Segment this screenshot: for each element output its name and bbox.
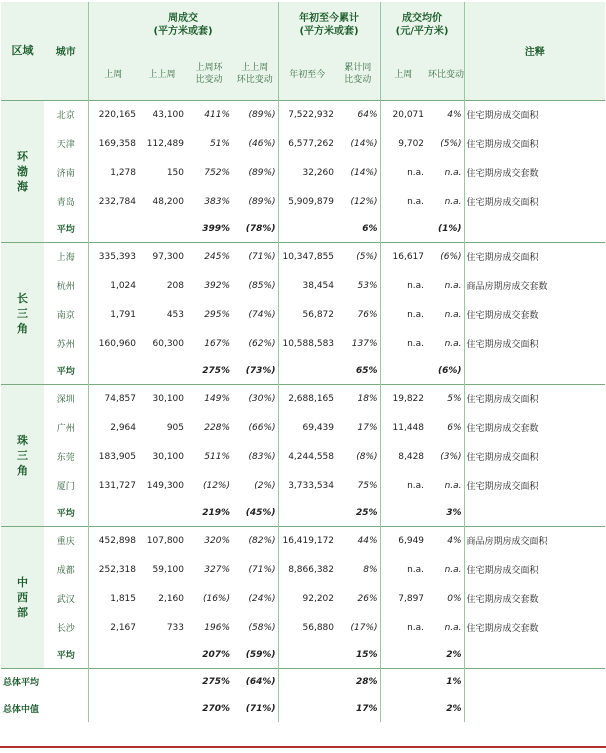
last-week-change: (16%) xyxy=(202,593,230,604)
prev-week-change: (82%) xyxy=(232,526,278,555)
header-row-main xyxy=(1,2,605,48)
avg-price: 9,702 xyxy=(380,129,426,158)
avg-last-week-change: 399% xyxy=(202,223,230,234)
empty-cell xyxy=(380,695,426,722)
row-note: 住宅期房成交套数 xyxy=(464,584,605,613)
avg-ytd-yoy-change: 25% xyxy=(355,507,378,518)
ytd-volume: 6,577,262 xyxy=(278,129,336,158)
avg-prev-week-change: (73%) xyxy=(245,365,276,376)
last-week-change: 245% xyxy=(186,242,232,271)
total-last-week-change: 275% xyxy=(186,668,232,695)
total-row xyxy=(1,668,605,695)
prev-week-change: (71%) xyxy=(248,564,276,575)
ytd-yoy-change: 75% xyxy=(357,480,378,491)
prev-week-volume: 48,200 xyxy=(152,196,184,207)
avg-price-change: 4% xyxy=(426,526,464,555)
prev-week-change: (83%) xyxy=(248,451,276,462)
empty-cell xyxy=(278,358,336,384)
last-week-change: 327% xyxy=(204,564,230,575)
ytd-volume: 2,688,165 xyxy=(278,384,336,413)
city-name: 厦门 xyxy=(56,482,75,492)
region-label: 环 渤 海 xyxy=(1,100,44,242)
ytd-volume: 69,439 xyxy=(278,413,336,442)
last-week-change: 392% xyxy=(204,280,230,291)
last-week-change: 51% xyxy=(209,138,230,149)
empty-cell xyxy=(380,216,426,242)
ytd-volume: 92,202 xyxy=(278,584,336,613)
avg-price-change: n.a. xyxy=(444,564,462,575)
table-row xyxy=(1,100,605,129)
ytd-yoy-change: (8%) xyxy=(356,451,378,462)
last-week-volume: 2,167 xyxy=(88,613,138,642)
avg-price-change: (1%) xyxy=(438,223,462,234)
last-week-change: 196% xyxy=(204,622,230,633)
city-name: 重庆 xyxy=(44,526,88,555)
ytd-volume: 5,909,879 xyxy=(278,187,336,216)
ytd-volume: 10,588,583 xyxy=(278,329,336,358)
ytd-yoy-change: 64% xyxy=(336,100,380,129)
prev-week-volume: 208 xyxy=(166,280,184,291)
header-ytd-sub: 年初至今 xyxy=(278,48,336,100)
empty-cell xyxy=(380,500,426,526)
empty-cell xyxy=(88,500,138,526)
region-label: 珠 三 角 xyxy=(1,384,44,526)
header-prev-week: 上上周 xyxy=(138,48,186,100)
avg-price-change: n.a. xyxy=(444,167,462,178)
avg-last-week-change: 275% xyxy=(202,365,230,376)
ytd-volume: 56,880 xyxy=(278,613,336,642)
prev-week-change: (85%) xyxy=(248,280,276,291)
last-week-volume: 220,165 xyxy=(88,100,138,129)
city-name: 长沙 xyxy=(56,624,75,634)
avg-price-change: 5% xyxy=(426,384,464,413)
group-average-row xyxy=(1,642,605,668)
city-name: 深圳 xyxy=(44,384,88,413)
ytd-yoy-change: 53% xyxy=(357,280,378,291)
avg-price: n.a. xyxy=(380,300,426,329)
ytd-yoy-change: 8% xyxy=(363,564,378,575)
group-average-row xyxy=(1,500,605,526)
empty-cell xyxy=(88,668,138,695)
avg-price-change: n.a. xyxy=(444,196,462,207)
prev-week-volume: 107,800 xyxy=(138,526,186,555)
total-price-change: 1% xyxy=(426,668,464,695)
prev-week-volume: 453 xyxy=(166,309,184,320)
last-week-volume: 335,393 xyxy=(88,242,138,271)
prev-week-volume: 149,300 xyxy=(146,480,184,491)
empty-cell xyxy=(88,358,138,384)
empty-cell xyxy=(464,642,605,668)
ytd-volume: 56,872 xyxy=(278,300,336,329)
avg-ytd-yoy-change: 6% xyxy=(362,223,378,234)
prev-week-volume: 43,100 xyxy=(138,100,186,129)
prev-week-volume: 150 xyxy=(166,167,184,178)
empty-cell xyxy=(464,216,605,242)
row-note: 商品房期房成交面积 xyxy=(464,526,605,555)
prev-week-change: (66%) xyxy=(248,422,276,433)
last-week-change: (12%) xyxy=(202,480,230,491)
row-note: 住宅期房成交面积 xyxy=(464,442,605,471)
ytd-yoy-change: 17% xyxy=(357,422,378,433)
avg-price-change: n.a. xyxy=(444,309,462,320)
row-note: 住宅期房成交面积 xyxy=(464,329,605,358)
empty-cell xyxy=(278,695,336,722)
last-week-volume: 232,784 xyxy=(88,187,138,216)
last-week-change: 511% xyxy=(204,451,230,462)
last-week-change: 295% xyxy=(204,309,230,320)
prev-week-change: (30%) xyxy=(232,384,278,413)
table-row xyxy=(1,271,605,300)
avg-price: 19,822 xyxy=(380,384,426,413)
row-note: 住宅期房成交面积 xyxy=(464,100,605,129)
city-name: 济南 xyxy=(56,169,75,179)
avg-last-week-change: 207% xyxy=(202,649,230,660)
ytd-yoy-change: (14%) xyxy=(350,167,378,178)
table-row xyxy=(1,555,605,584)
group-average-row xyxy=(1,216,605,242)
prev-week-volume: 2,160 xyxy=(158,593,184,604)
last-week-volume: 1,024 xyxy=(88,271,138,300)
region-label: 中 西 部 xyxy=(1,526,44,668)
empty-cell xyxy=(380,358,426,384)
total-prev-week-change: (71%) xyxy=(245,703,276,714)
ytd-yoy-change: (14%) xyxy=(350,138,378,149)
empty-cell xyxy=(278,500,336,526)
city-name: 杭州 xyxy=(56,282,75,292)
header-note: 注释 xyxy=(464,2,605,100)
row-note: 住宅期房成交面积 xyxy=(464,129,605,158)
avg-price: 8,428 xyxy=(380,442,426,471)
empty-cell xyxy=(380,642,426,668)
ytd-volume: 3,733,534 xyxy=(278,471,336,500)
row-note: 住宅期房成交面积 xyxy=(464,187,605,216)
ytd-yoy-change: (12%) xyxy=(350,196,378,207)
average-label: 平均 xyxy=(56,509,75,520)
empty-cell xyxy=(138,216,186,242)
header-prev-wow: 上上周 环比变动 xyxy=(232,48,278,100)
last-week-change: 167% xyxy=(204,338,230,349)
row-note: 住宅期房成交面积 xyxy=(464,384,605,413)
table-row xyxy=(1,413,605,442)
average-label: 平均 xyxy=(56,651,75,662)
ytd-volume: 10,347,855 xyxy=(278,242,336,271)
avg-price: 6,949 xyxy=(380,526,426,555)
avg-prev-week-change: (59%) xyxy=(245,649,276,660)
prev-week-change: (71%) xyxy=(232,242,278,271)
table-row xyxy=(1,187,605,216)
table-row xyxy=(1,329,605,358)
avg-price-change: (5%) xyxy=(440,138,462,149)
avg-price-change: 6% xyxy=(447,422,462,433)
last-week-volume: 452,898 xyxy=(88,526,138,555)
region-label: 长 三 角 xyxy=(1,242,44,384)
ytd-yoy-change: 26% xyxy=(357,593,378,604)
table-row xyxy=(1,384,605,413)
city-name: 广州 xyxy=(56,424,75,434)
row-note: 住宅期房成交套数 xyxy=(464,158,605,187)
empty-cell xyxy=(138,695,186,722)
empty-cell xyxy=(464,500,605,526)
empty-cell xyxy=(380,668,426,695)
avg-price: n.a. xyxy=(380,613,426,642)
empty-cell xyxy=(138,500,186,526)
prev-week-change: (24%) xyxy=(248,593,276,604)
group-average-row xyxy=(1,358,605,384)
empty-cell xyxy=(88,642,138,668)
table-row xyxy=(1,526,605,555)
prev-week-volume: 97,300 xyxy=(138,242,186,271)
city-name: 青岛 xyxy=(56,198,75,208)
ytd-yoy-change: 44% xyxy=(336,526,380,555)
avg-price-change: 3% xyxy=(446,507,462,518)
real-estate-transaction-table xyxy=(1,2,605,722)
avg-price-change: (6%) xyxy=(438,365,462,376)
prev-week-change: (58%) xyxy=(248,622,276,633)
table-row xyxy=(1,613,605,642)
avg-price: 16,617 xyxy=(380,242,426,271)
ytd-volume: 38,454 xyxy=(278,271,336,300)
last-week-change: 149% xyxy=(186,384,232,413)
empty-cell xyxy=(464,358,605,384)
empty-cell xyxy=(88,695,138,722)
empty-cell xyxy=(138,358,186,384)
prev-week-change: (74%) xyxy=(248,309,276,320)
total-row xyxy=(1,695,605,722)
total-price-change: 2% xyxy=(446,703,462,714)
ytd-yoy-change: (5%) xyxy=(336,242,380,271)
prev-week-change: (46%) xyxy=(248,138,276,149)
avg-price: n.a. xyxy=(380,555,426,584)
last-week-volume: 1,791 xyxy=(88,300,138,329)
ytd-volume: 32,260 xyxy=(278,158,336,187)
city-name: 南京 xyxy=(56,311,75,321)
city-name: 北京 xyxy=(44,100,88,129)
avg-prev-week-change: (78%) xyxy=(245,223,276,234)
avg-price-change: (3%) xyxy=(440,451,462,462)
last-week-volume: 183,905 xyxy=(88,442,138,471)
table-row xyxy=(1,442,605,471)
last-week-change: 411% xyxy=(186,100,232,129)
avg-price-change: n.a. xyxy=(444,280,462,291)
header-price: 成交均价 (元/平方米) xyxy=(380,2,464,48)
row-note: 住宅期房成交套数 xyxy=(464,300,605,329)
last-week-volume: 74,857 xyxy=(88,384,138,413)
empty-cell xyxy=(464,668,605,695)
row-note: 住宅期房成交套数 xyxy=(464,413,605,442)
total-last-week-change: 270% xyxy=(202,703,230,714)
empty-cell xyxy=(464,695,605,722)
prev-week-volume: 733 xyxy=(166,622,184,633)
avg-ytd-yoy-change: 15% xyxy=(355,649,378,660)
prev-week-volume: 30,100 xyxy=(138,384,186,413)
row-note: 住宅期房成交套数 xyxy=(464,613,605,642)
prev-week-volume: 905 xyxy=(166,422,184,433)
last-week-volume: 2,964 xyxy=(88,413,138,442)
header-city: 城市 xyxy=(44,2,88,100)
city-name: 上海 xyxy=(44,242,88,271)
header-last-wow: 上周环 比变动 xyxy=(186,48,232,100)
avg-price: n.a. xyxy=(380,187,426,216)
prev-week-volume: 112,489 xyxy=(146,138,184,149)
header-price-chg: 环比变动 xyxy=(426,48,464,100)
avg-price: n.a. xyxy=(380,158,426,187)
header-ytd: 年初至今累计 (平方米或套) xyxy=(278,2,380,48)
row-note: 住宅期房成交面积 xyxy=(464,242,605,271)
last-week-volume: 1,278 xyxy=(88,158,138,187)
avg-price-change: n.a. xyxy=(444,338,462,349)
last-week-volume: 1,815 xyxy=(88,584,138,613)
prev-week-volume: 59,100 xyxy=(152,564,184,575)
prev-week-volume: 30,100 xyxy=(152,451,184,462)
avg-ytd-yoy-change: 65% xyxy=(355,365,378,376)
table-row xyxy=(1,471,605,500)
last-week-volume: 131,727 xyxy=(88,471,138,500)
avg-last-week-change: 219% xyxy=(202,507,230,518)
ytd-yoy-change: 137% xyxy=(351,338,378,349)
city-name: 成都 xyxy=(56,566,75,576)
city-name: 武汉 xyxy=(56,595,75,605)
city-name: 苏州 xyxy=(56,340,75,350)
prev-week-change: (89%) xyxy=(248,196,276,207)
header-region: 区域 xyxy=(1,2,44,100)
avg-price: n.a. xyxy=(380,329,426,358)
bottom-divider xyxy=(0,746,606,748)
last-week-volume: 160,960 xyxy=(88,329,138,358)
last-week-change: 752% xyxy=(204,167,230,178)
total-prev-week-change: (64%) xyxy=(232,668,278,695)
prev-week-change: (62%) xyxy=(248,338,276,349)
prev-week-change: (2%) xyxy=(254,480,276,491)
avg-price: 11,448 xyxy=(380,413,426,442)
prev-week-change: (89%) xyxy=(232,100,278,129)
avg-price-change: n.a. xyxy=(444,622,462,633)
last-week-volume: 169,358 xyxy=(88,129,138,158)
row-note: 商品房期房成交套数 xyxy=(464,271,605,300)
prev-week-change: (89%) xyxy=(248,167,276,178)
last-week-change: 383% xyxy=(204,196,230,207)
average-label: 平均 xyxy=(56,367,75,378)
table-row xyxy=(1,158,605,187)
header-price-last: 上周 xyxy=(380,48,426,100)
avg-price-change: (6%) xyxy=(426,242,464,271)
header-weekly: 周成交 (平方米或套) xyxy=(88,2,278,48)
avg-price-change: n.a. xyxy=(444,480,462,491)
avg-price: n.a. xyxy=(380,471,426,500)
avg-price-change: 4% xyxy=(426,100,464,129)
ytd-yoy-change: 18% xyxy=(336,384,380,413)
city-name: 东莞 xyxy=(56,453,75,463)
empty-cell xyxy=(138,642,186,668)
last-week-change: 320% xyxy=(186,526,232,555)
total-label: 总体中值 xyxy=(3,705,40,715)
empty-cell xyxy=(278,216,336,242)
table-row xyxy=(1,300,605,329)
total-ytd-yoy-change: 17% xyxy=(355,703,378,714)
table-row xyxy=(1,584,605,613)
ytd-volume: 7,522,932 xyxy=(278,100,336,129)
empty-cell xyxy=(138,668,186,695)
row-note: 住宅期房成交面积 xyxy=(464,471,605,500)
ytd-volume: 4,244,558 xyxy=(278,442,336,471)
city-name: 天津 xyxy=(56,140,75,150)
table-row xyxy=(1,242,605,271)
prev-week-volume: 60,300 xyxy=(152,338,184,349)
ytd-volume: 8,866,382 xyxy=(278,555,336,584)
avg-price: 7,897 xyxy=(380,584,426,613)
ytd-yoy-change: 76% xyxy=(357,309,378,320)
empty-cell xyxy=(278,642,336,668)
avg-price: n.a. xyxy=(380,271,426,300)
empty-cell xyxy=(278,668,336,695)
avg-price-change: 0% xyxy=(447,593,462,604)
avg-prev-week-change: (45%) xyxy=(245,507,276,518)
header-last-week: 上周 xyxy=(88,48,138,100)
avg-price: 20,071 xyxy=(380,100,426,129)
empty-cell xyxy=(88,216,138,242)
last-week-volume: 252,318 xyxy=(88,555,138,584)
row-note: 住宅期房成交面积 xyxy=(464,555,605,584)
ytd-yoy-change: (17%) xyxy=(350,622,378,633)
average-label: 平均 xyxy=(56,225,75,236)
ytd-volume: 16,419,172 xyxy=(278,526,336,555)
table-row xyxy=(1,129,605,158)
total-label: 总体平均 xyxy=(1,668,88,695)
last-week-change: 228% xyxy=(204,422,230,433)
header-cum-yoy: 累计同 比变动 xyxy=(336,48,380,100)
avg-price-change: 2% xyxy=(446,649,462,660)
total-ytd-yoy-change: 28% xyxy=(336,668,380,695)
